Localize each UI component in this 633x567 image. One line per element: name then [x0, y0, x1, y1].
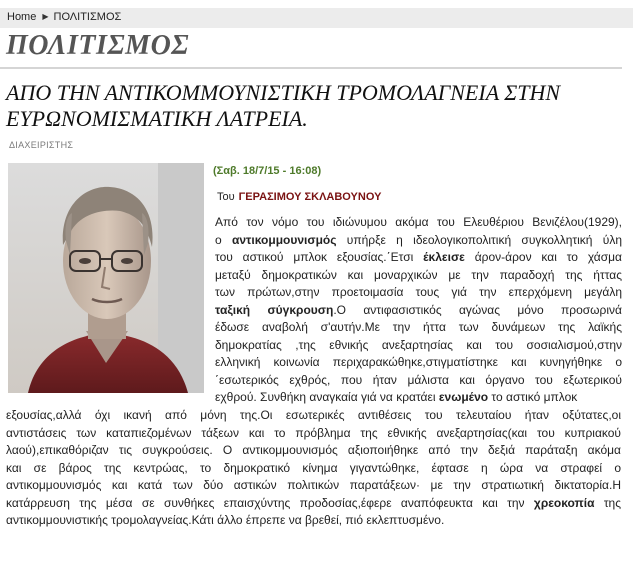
breadcrumb: [7, 11, 121, 23]
paragraph-line: μεταξύ δημοκρατικών και μοναρχικών με την παραδοχή της ήττας: [215, 267, 622, 282]
chevron-right-icon: ▶: [42, 12, 49, 21]
article-date: (Σαβ. 18/7/15 - 16:08): [213, 165, 322, 177]
emphasis-text: αντικομμουνισμός: [231, 232, 337, 247]
paragraph-line: έδωσε αναβολή σ'αυτήν.Με την ήττα των δυνάμεων της λαϊκής: [215, 320, 622, 334]
paragraph-line: αντικομμουνισμός και κατά των δύο αστικών πολιτικών παρατάξεων· με την στρατιωτική δικτατορία.Η: [6, 478, 621, 492]
emphasis-text: έκλεισε: [423, 250, 465, 264]
paragraph-line: ΄εσωτερικός εχθρός, που ήταν μάλιστα και όργανο του εξωτερικού: [215, 372, 622, 387]
paragraph-line: αντιστάσεις των καταπιεζομένων τάξεων και το πρόβλημα της εθνικής ανεξαρτησίας(και του κυπριακού: [6, 425, 621, 440]
article-body-top: [215, 214, 622, 407]
article-title[interactable]: ΑΠΟ ΤΗΝ ΑΝΤΙΚΟΜΜΟΥΝΙΣΤΙΚΗ ΤΡΟΜΟΛΑΓΝΕΙΑ ΣΤΗΝ ΕΥΡΩΝΟΜΙΣΜΑΤΙΚΗ ΛΑΤΡΕΙΑ.: [6, 80, 561, 131]
paragraph-line: λαού),επικαθόριζαν τις συγκρούσεις. Ο αντικομμουνισμός αξιοποιήθηκε από την δεξιά παράταξη ακόμα: [6, 443, 621, 457]
emphasis-text: χρεοκοπία: [533, 495, 595, 510]
paragraph-line: Από τον νόμο του ιδιώνυμου ακόμα του Ελευθέριου Βενιζέλου(1929),: [215, 215, 622, 229]
section-title: ΠΟΛΙΤΙΣΜΟΣ: [6, 30, 190, 61]
paragraph-line: κατάρρευση της μέσα σε συνθήκες επαισχύντης προδοσίας,έφερε αναπόφευκτα και την χρεοκοπία της: [6, 495, 622, 510]
paragraph-line: εξουσίας,αλλά όχι ικανή από μόνη της.Οι εσωτερικές αντιθέσεις του τελευταίου ήταν οξύτατες,οι: [6, 408, 621, 422]
paragraph-line: αντικομμουνιστικής τρομολαγνείας.Κάτι άλλο έπρεπε να βρεθεί, πιό εκλεπτυσμένο.: [6, 513, 445, 527]
paragraph-line: και σε βάρος της κεντρώας, το δημοκρατικό κίνημα γιγαντώθηκε, έφτασε η ώρα να στραφεί ο: [6, 460, 621, 475]
byline-prefix: Του: [217, 191, 235, 203]
paragraph-line: δημοκρατίας ,της εθνικής ανεξαρτησίας και του σοσιαλισμού,στην: [215, 337, 622, 352]
section-divider: [0, 67, 622, 69]
paragraph-line: ελληνική κοινωνία περιχαρακώθηκε,στιγματίστηκε και κυνηγήθηκε ο: [215, 355, 622, 369]
byline-author-name: ΓΕΡΑΣΙΜΟΥ ΣΚΛΑΒΟΥΝΟΥ: [238, 191, 382, 203]
author-photo: [8, 163, 204, 393]
emphasis-text: ενωμένο: [438, 390, 489, 404]
article-body-bottom: [6, 407, 621, 530]
breadcrumb-current: ΠΟΛΙΤΙΣΜΟΣ: [53, 11, 122, 23]
article-byline: [217, 191, 381, 203]
author-tag-link[interactable]: ΔΙΑΧΕΙΡΙΣΤΗΣ: [9, 140, 74, 150]
paragraph-line: ο αντικομμουνισμός υπήρξε η ιδεολογικοπολιτική συγκολλητική ύλη: [215, 232, 622, 247]
paragraph-line: εχθρού. Συνθήκη αναγκαία γιά να κρατάει ενωμένο το αστικό μπλοκ: [215, 390, 578, 404]
paragraph-line: ταξική σύγκρουση.Ο αντιφασιστικός αγώνας μόνο προσωρινά: [215, 302, 622, 317]
emphasis-text: ταξική σύγκρουση: [215, 302, 334, 317]
paragraph-line: του αστικού μπλοκ εξουσίας.΄Ετσι έκλεισε άρον-άρον και το χάσμα: [215, 250, 622, 264]
author-photo-image: [8, 163, 204, 393]
breadcrumb-home-link[interactable]: Home: [7, 11, 37, 23]
paragraph-line: των πρώτων,στην προετοιμασία τους γιά την επερχόμενη μεγάλη: [215, 285, 622, 299]
